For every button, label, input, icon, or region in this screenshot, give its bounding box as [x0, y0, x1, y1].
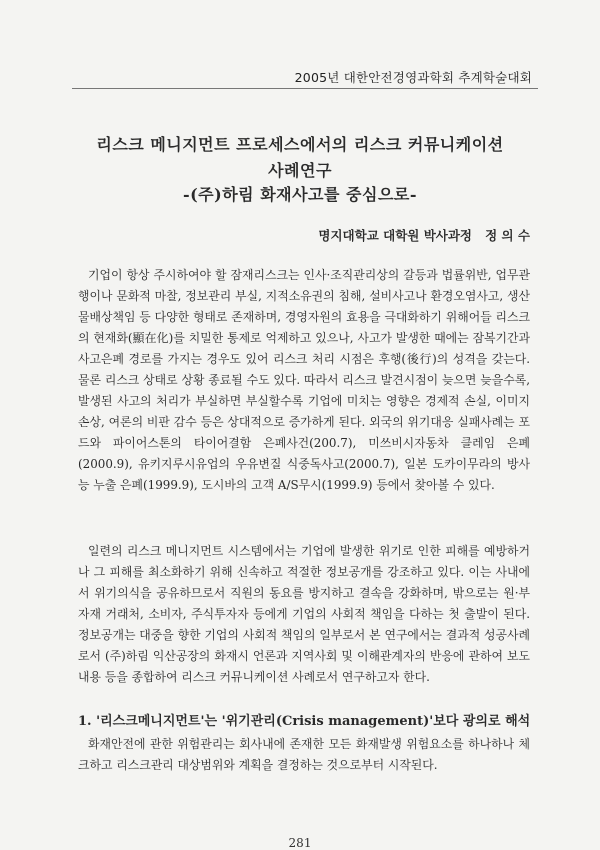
author-line — [318, 226, 530, 244]
header-rule — [72, 88, 538, 89]
title-line-2: 사례연구 — [268, 161, 332, 180]
section-heading-1: 1. '리스크메니지먼트'는 '위기관리(Crisis management)'보다 광의로 해석 — [78, 714, 531, 729]
author-affiliation: 명지대학교 대학원 박사과정 — [318, 228, 472, 243]
body-paragraph-3: 화재안전에 관한 위험관리는 회사내에 존재한 모든 화재발생 위험요소를 하나하나 체크하고 리스크관리 대상범위와 계획을 결정하는 것으로부터 시작된다. — [78, 737, 530, 772]
author-name: 정 의 수 — [485, 228, 530, 243]
title-line-1: 리스크 메니지먼트 프로세스에서의 리스크 커뮤니케이션 — [96, 135, 504, 154]
running-header: 2005년 대한안전경영과학회 추계학술대회 — [294, 70, 532, 85]
page-number: 281 — [288, 836, 312, 850]
body-paragraph-1: 기업이 항상 주시하여야 할 잠재리스크는 인사·조직관리상의 갈등과 법률위반, 업무관행이나 문화적 마찰, 정보관리 부실, 지적소유권의 침해, 설비사고나 환경오염사고, 생산물배상책임 등 다양한 형태로 존재하며, 경영자원의 효용을 극대화하기 위해어들 리스크의 현재화(顯在化)를 치밀한 통제로 억제하고 있으나, 사고가 발생한 때에는 잠복기간과 사고은폐 경로를 가지는 경우도 있어 리스크 처리 시점은 후행(後行)의 성격을 갖는다. 물론 리스크 상태로 상황 종료될 수도 있다. 따라서 리스크 발견시점이 늦으면 늦을수록, 발생된 사고의 처리가 부실하면 부실할수록 기업에 미치는 영향은 경제적 손실, 이미지 손상, 여론의 비판 감수 등은 상대적으로 증가하게 된다. 외국의 위기대응 실패사례는 포드와 파이어스톤의 타이어결함 은폐사건(200.7), 미쓰비시자동차 클레임 은폐(2000.9), 유키지루시유업의 우유변질 식중독사고(2000.7), 일본 도카이무라의 방사능 누출 은폐(1999.9), 도시바의 고객 A/S무시(1999.9) 등에서 찾아볼 수 있다. — [78, 268, 530, 492]
title-subtitle: -(주)하림 화재사고를 중심으로- — [182, 185, 418, 204]
body-paragraph-2: 일련의 리스크 메니지먼트 시스템에서는 기업에 발생한 위기로 인한 피해를 예방하거나 그 피해를 최소화하기 위해 신속하고 적절한 정보공개를 강조하고 있다. 이는 사내에서 위기의식을 공유하므로서 직원의 동요를 방지하고 결속을 강화하며, 밖으로는 원·부자재 거래처, 소비자, 주식투자자 등에게 기업의 사회적 책임을 다하는 첫 출발이 된다. 정보공개는 대중을 향한 기업의 사회적 책임의 일부로서 본 연구에서는 결과적 성공사례로서 (주)하림 익산공장의 화재시 언론과 지역사회 및 이해관계자의 반응에 관하여 보도내용 등을 종합하여 리스크 커뮤니케이션 사례로서 연구하고자 한다. — [78, 544, 530, 684]
